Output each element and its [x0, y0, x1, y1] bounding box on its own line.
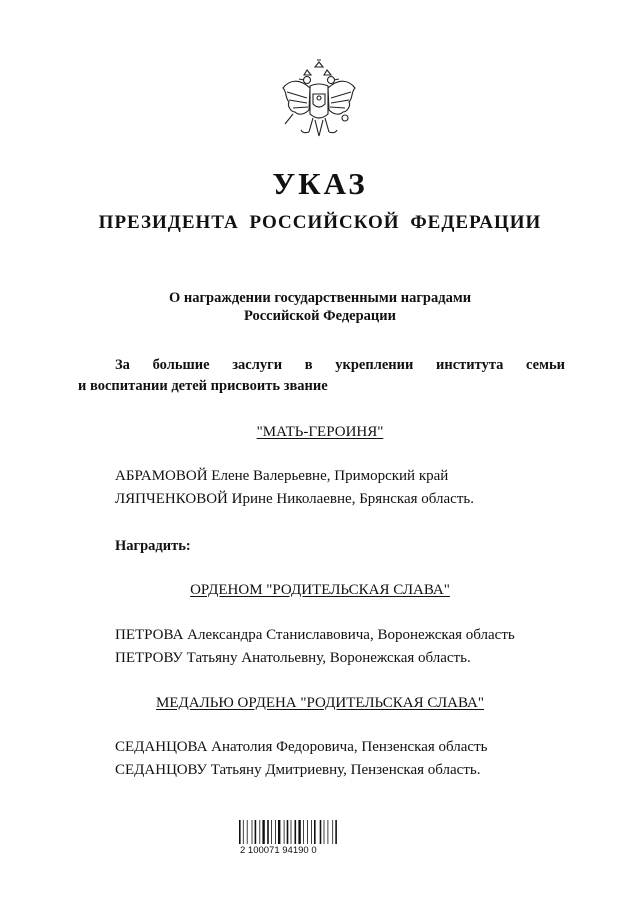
barcode-icon [237, 812, 339, 846]
intro-line-1: За большие заслуги в укреплении института семьи [115, 357, 565, 373]
medal-heading: МЕДАЛЬЮ ОРДЕНА "РОДИТЕЛЬСКАЯ СЛАВА" [156, 695, 484, 711]
document-subtitle: ПРЕЗИДЕНТА РОССИЙСКОЙ ФЕДЕРАЦИИ [98, 212, 542, 233]
order-heading: ОРДЕНОМ "РОДИТЕЛЬСКАЯ СЛАВА" [190, 582, 450, 598]
recipient-line: ПЕТРОВУ Татьяну Анатольевну, Воронежская область. [115, 650, 471, 666]
barcode-number: 2 100071 94190 0 [240, 845, 317, 856]
coat-of-arms-icon [279, 58, 359, 144]
award-label: Наградить: [115, 538, 191, 554]
recipient-line: ЛЯПЧЕНКОВОЙ Ирине Николаевне, Брянская область. [115, 491, 474, 507]
recipient-line: СЕДАНЦОВА Анатолия Федоровича, Пензенская область [115, 739, 488, 755]
recipient-line: АБРАМОВОЙ Елене Валерьевне, Приморский край [115, 468, 449, 484]
subject-line-2: Российской Федерации [243, 308, 396, 324]
subject-line-1: О награждении государственными наградами [168, 290, 472, 306]
title-award-heading: "МАТЬ-ГЕРОИНЯ" [256, 424, 384, 440]
recipient-line: СЕДАНЦОВУ Татьяну Дмитриевну, Пензенская область. [115, 762, 481, 778]
document-title: УКАЗ [272, 166, 368, 201]
recipient-line: ПЕТРОВА Александра Станиславовича, Воронежская область [115, 627, 515, 643]
intro-line-2: и воспитании детей присвоить звание [78, 378, 328, 394]
